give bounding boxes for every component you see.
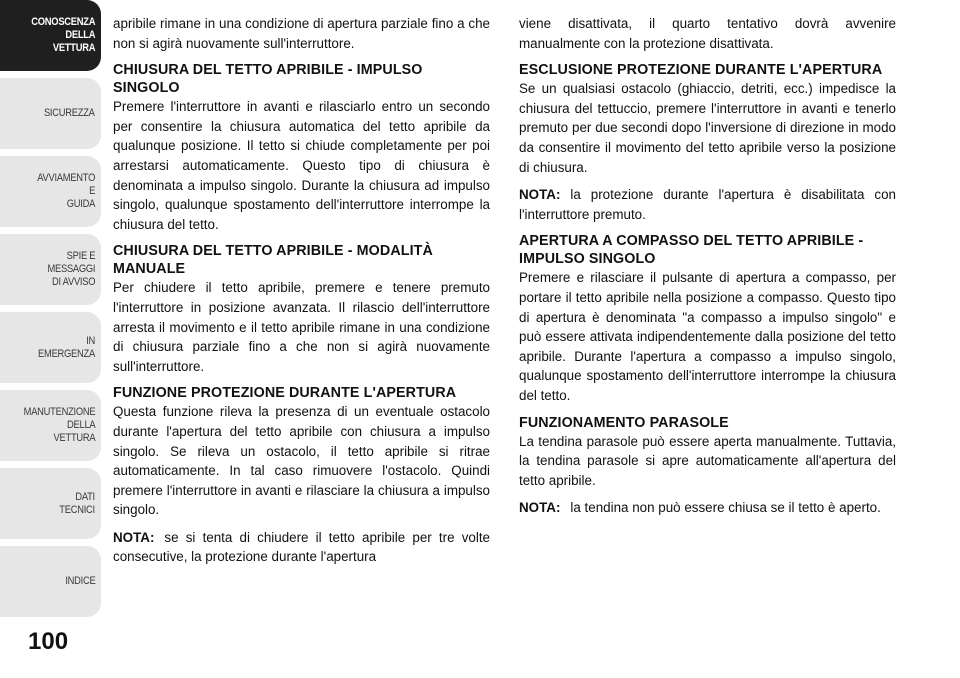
note <box>519 185 896 224</box>
tab-label: IN EMERGENZA <box>38 334 95 360</box>
tab-sicurezza[interactable] <box>0 78 101 149</box>
note <box>113 528 490 567</box>
note-label: NOTA: <box>113 529 155 545</box>
section-heading: ESCLUSIONE PROTEZIONE DURANTE L'APERTURA <box>519 62 883 79</box>
section-heading: FUNZIONAMENTO PARASOLE <box>519 414 729 431</box>
section-heading: APERTURA A COMPASSO DEL TETTO APRIBILE - IMPULSO SINGOLO <box>519 233 864 268</box>
section-heading: CHIUSURA DEL TETTO APRIBILE - IMPULSO SINGOLO <box>113 62 423 97</box>
paragraph: viene disattivata, il quarto tentativo dovrà avvenire manualmente con la protezione disattivata. <box>519 16 896 51</box>
left-column <box>113 14 490 575</box>
paragraph: Se un qualsiasi ostacolo (ghiaccio, detriti, ecc.) impedisce la chiusura del tettuccio, premere l'interruttore in avanti e tenerlo premuto per due secondi dopo l'inversione di direzione in modo da consentire il movimento del tetto apribile verso la posizione di chiusura. <box>519 81 896 175</box>
tab-label: AVVIAMENTO E GUIDA <box>37 172 95 210</box>
note-text: la protezione durante l'apertura è disabilitata con l'interruttore premuto. <box>519 187 896 222</box>
tab-label: INDICE <box>64 575 95 587</box>
note-label: NOTA: <box>519 500 561 516</box>
tab-label: SICUREZZA <box>44 107 95 119</box>
paragraph: apribile rimane in una condizione di apertura parziale fino a che non si agirà nuovamente sull'interruttore. <box>113 16 490 51</box>
chapter-sidebar <box>0 0 103 620</box>
right-column <box>519 14 896 526</box>
tab-conoscenza-della-vettura[interactable] <box>0 0 101 71</box>
tab-label: DATI TECNICI <box>59 490 95 516</box>
paragraph: Questa funzione rileva la presenza di un eventuale ostacolo durante l'apertura del tetto apribile con chiusura a impulso singolo. Se rileva un ostacolo, il tetto apribile si ritrae automaticamente. In tal caso rimuovere l'ostacolo. Quindi premere l'interruttore in avanti e rilasciare la chiusura a impulso singolo. <box>113 404 490 518</box>
paragraph: Per chiudere il tetto apribile, premere e tenere premuto l'interruttore in posizione avanzata. Il rilascio dell'interruttore arresta il movimento e il tetto apribile rimane in una condizione di chiusura parziale fino a che non si agirà nuovamente sull'interruttore. <box>113 280 490 374</box>
paragraph: Premere e rilasciare il pulsante di apertura a compasso, per portare il tetto apribile nella posizione a compasso. Questo tipo di apertura è denominata "a compasso a impulso singolo" e può essere attivata indipendentemente dalla posizione del tetto apribile. Durante l'apertura a compasso a impulso singolo, qualunque spostamento dell'interruttore interrompe la chiusura del tetto. <box>519 270 896 403</box>
note-text: la tendina non può essere chiusa se il tetto è aperto. <box>570 500 881 516</box>
paragraph: Premere l'interruttore in avanti e rilasciarlo entro un secondo per consentire la chiusura automatica del tetto apribile da qualunque posizione. Il tetto si chiude completamente per poi arrestarsi automaticamente. Questo tipo di chiusura è denominata a impulso singolo. Durante la chiusura ad impulso singolo, qualunque spostamento dell'interruttore interrompe la chiusura del tetto. <box>113 99 490 232</box>
note-text: se si tenta di chiudere il tetto apribile per tre volte consecutive, la protezione durante l'apertura <box>113 529 490 565</box>
tab-spie-e-messaggi[interactable] <box>0 234 101 305</box>
tab-label: MANUTENZIONE DELLA VETTURA <box>23 406 95 444</box>
section-heading: FUNZIONE PROTEZIONE DURANTE L'APERTURA <box>113 385 457 402</box>
note <box>519 498 896 518</box>
tab-label: SPIE E MESSAGGI DI AVVISO <box>47 250 95 288</box>
note-label: NOTA: <box>519 187 561 203</box>
tab-dati-tecnici[interactable] <box>0 468 101 539</box>
tab-in-emergenza[interactable] <box>0 312 101 383</box>
tab-indice[interactable] <box>0 546 101 617</box>
page-number: 100 <box>28 628 69 655</box>
tab-label: CONOSCENZA DELLA VETTURA <box>31 16 95 54</box>
tab-avviamento-e-guida[interactable] <box>0 156 101 227</box>
section-heading: CHIUSURA DEL TETTO APRIBILE - MODALITÀ MANUALE <box>113 243 433 278</box>
paragraph: La tendina parasole può essere aperta manualmente. Tuttavia, la tendina parasole si apre automaticamente all'apertura del tetto apribile. <box>519 433 896 488</box>
tab-manutenzione[interactable] <box>0 390 101 461</box>
